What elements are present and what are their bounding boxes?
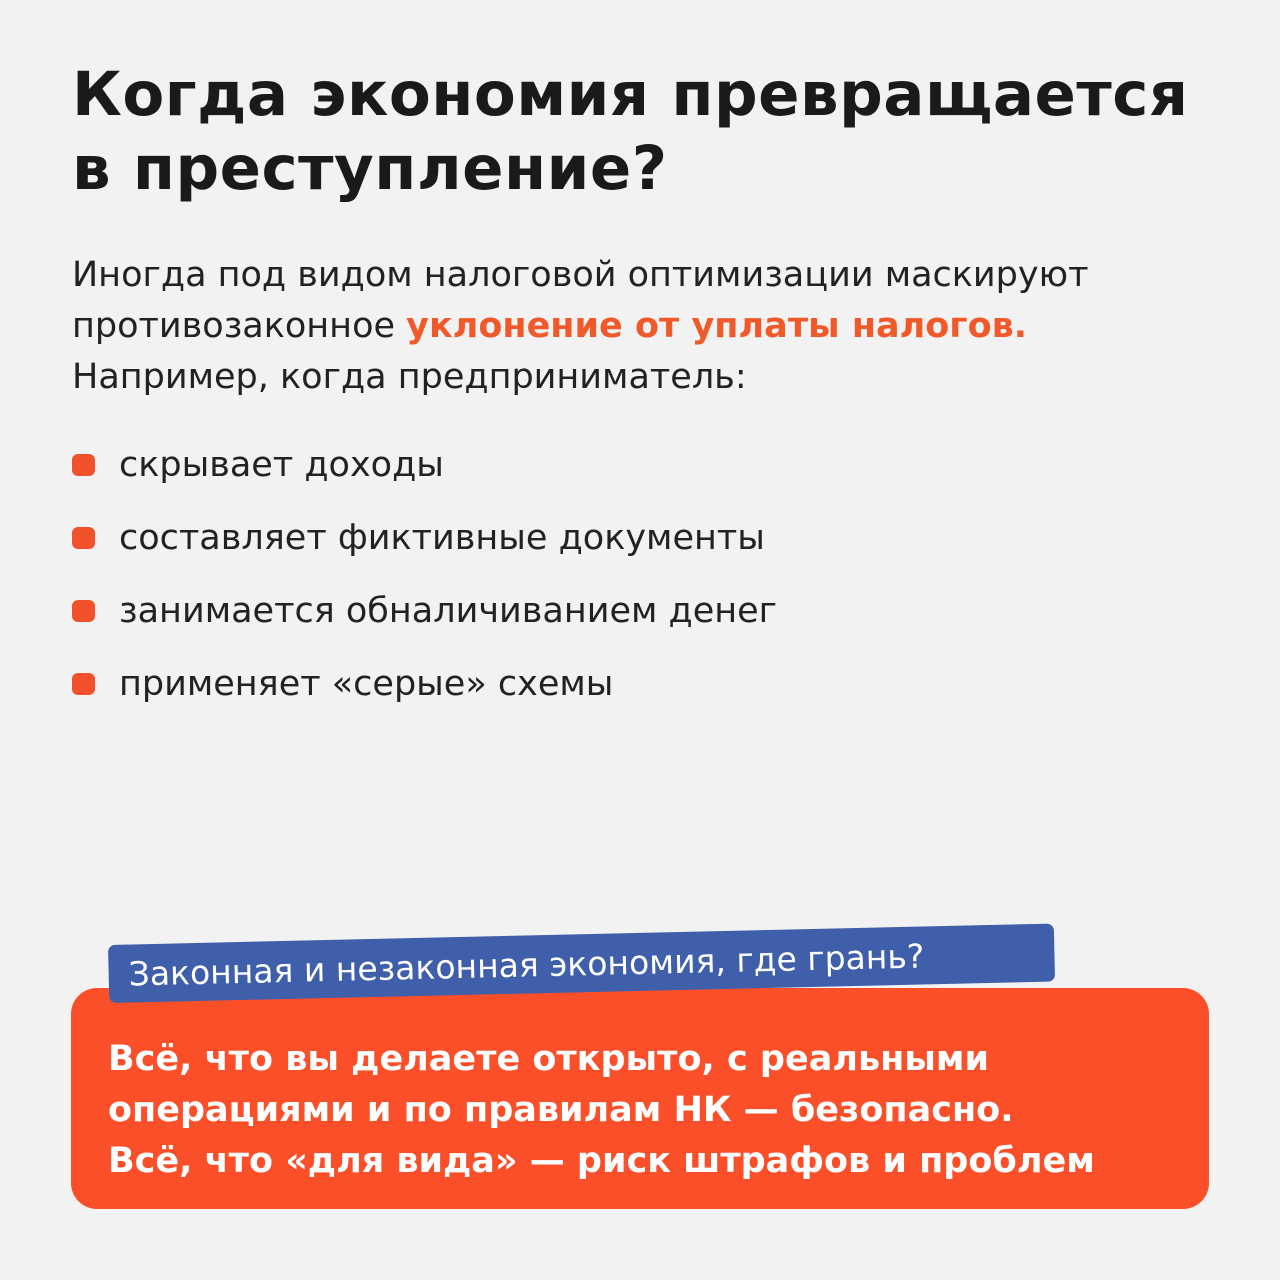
- note-line-1: Всё, что вы делаете открыто, с реальными: [108, 1039, 990, 1079]
- list-item-text: составляет фиктивные документы: [119, 517, 765, 558]
- intro-line-1: Иногда под видом налоговой оптимизации маскируют: [72, 255, 1089, 295]
- note-line-3: Всё, что «для вида» — риск штрафов и проблем: [108, 1141, 1095, 1181]
- bullet-marker-icon: [72, 673, 95, 695]
- bullet-marker-icon: [72, 600, 95, 622]
- list-item-text: применяет «серые» схемы: [119, 663, 614, 704]
- note-tag-label: Законная и незаконная экономия, где грань?: [128, 935, 925, 994]
- intro-paragraph: [72, 250, 1222, 403]
- list-item-text: занимается обналичиванием денег: [119, 590, 778, 631]
- bullet-marker-icon: [72, 527, 95, 549]
- title-line-2: в преступление?: [72, 133, 668, 204]
- intro-line-2-text: противозаконное: [72, 306, 407, 346]
- bullet-list: [72, 428, 777, 720]
- list-item-text: скрывает доходы: [119, 444, 444, 485]
- list-item: [72, 647, 777, 720]
- title-line-1: Когда экономия превращается: [72, 59, 1189, 130]
- intro-highlight: уклонение от уплаты налогов.: [406, 306, 1028, 346]
- list-item: [72, 428, 777, 501]
- bullet-marker-icon: [72, 454, 95, 476]
- intro-line-3: Например, когда предприниматель:: [72, 357, 747, 397]
- intro-line-2: [72, 301, 1222, 352]
- list-item: [72, 501, 777, 574]
- note-line-2: операциями и по правилам НК — безопасно.: [108, 1090, 1014, 1130]
- list-item: [72, 574, 777, 647]
- page-title: [72, 58, 1232, 206]
- note-text: [108, 1034, 1095, 1187]
